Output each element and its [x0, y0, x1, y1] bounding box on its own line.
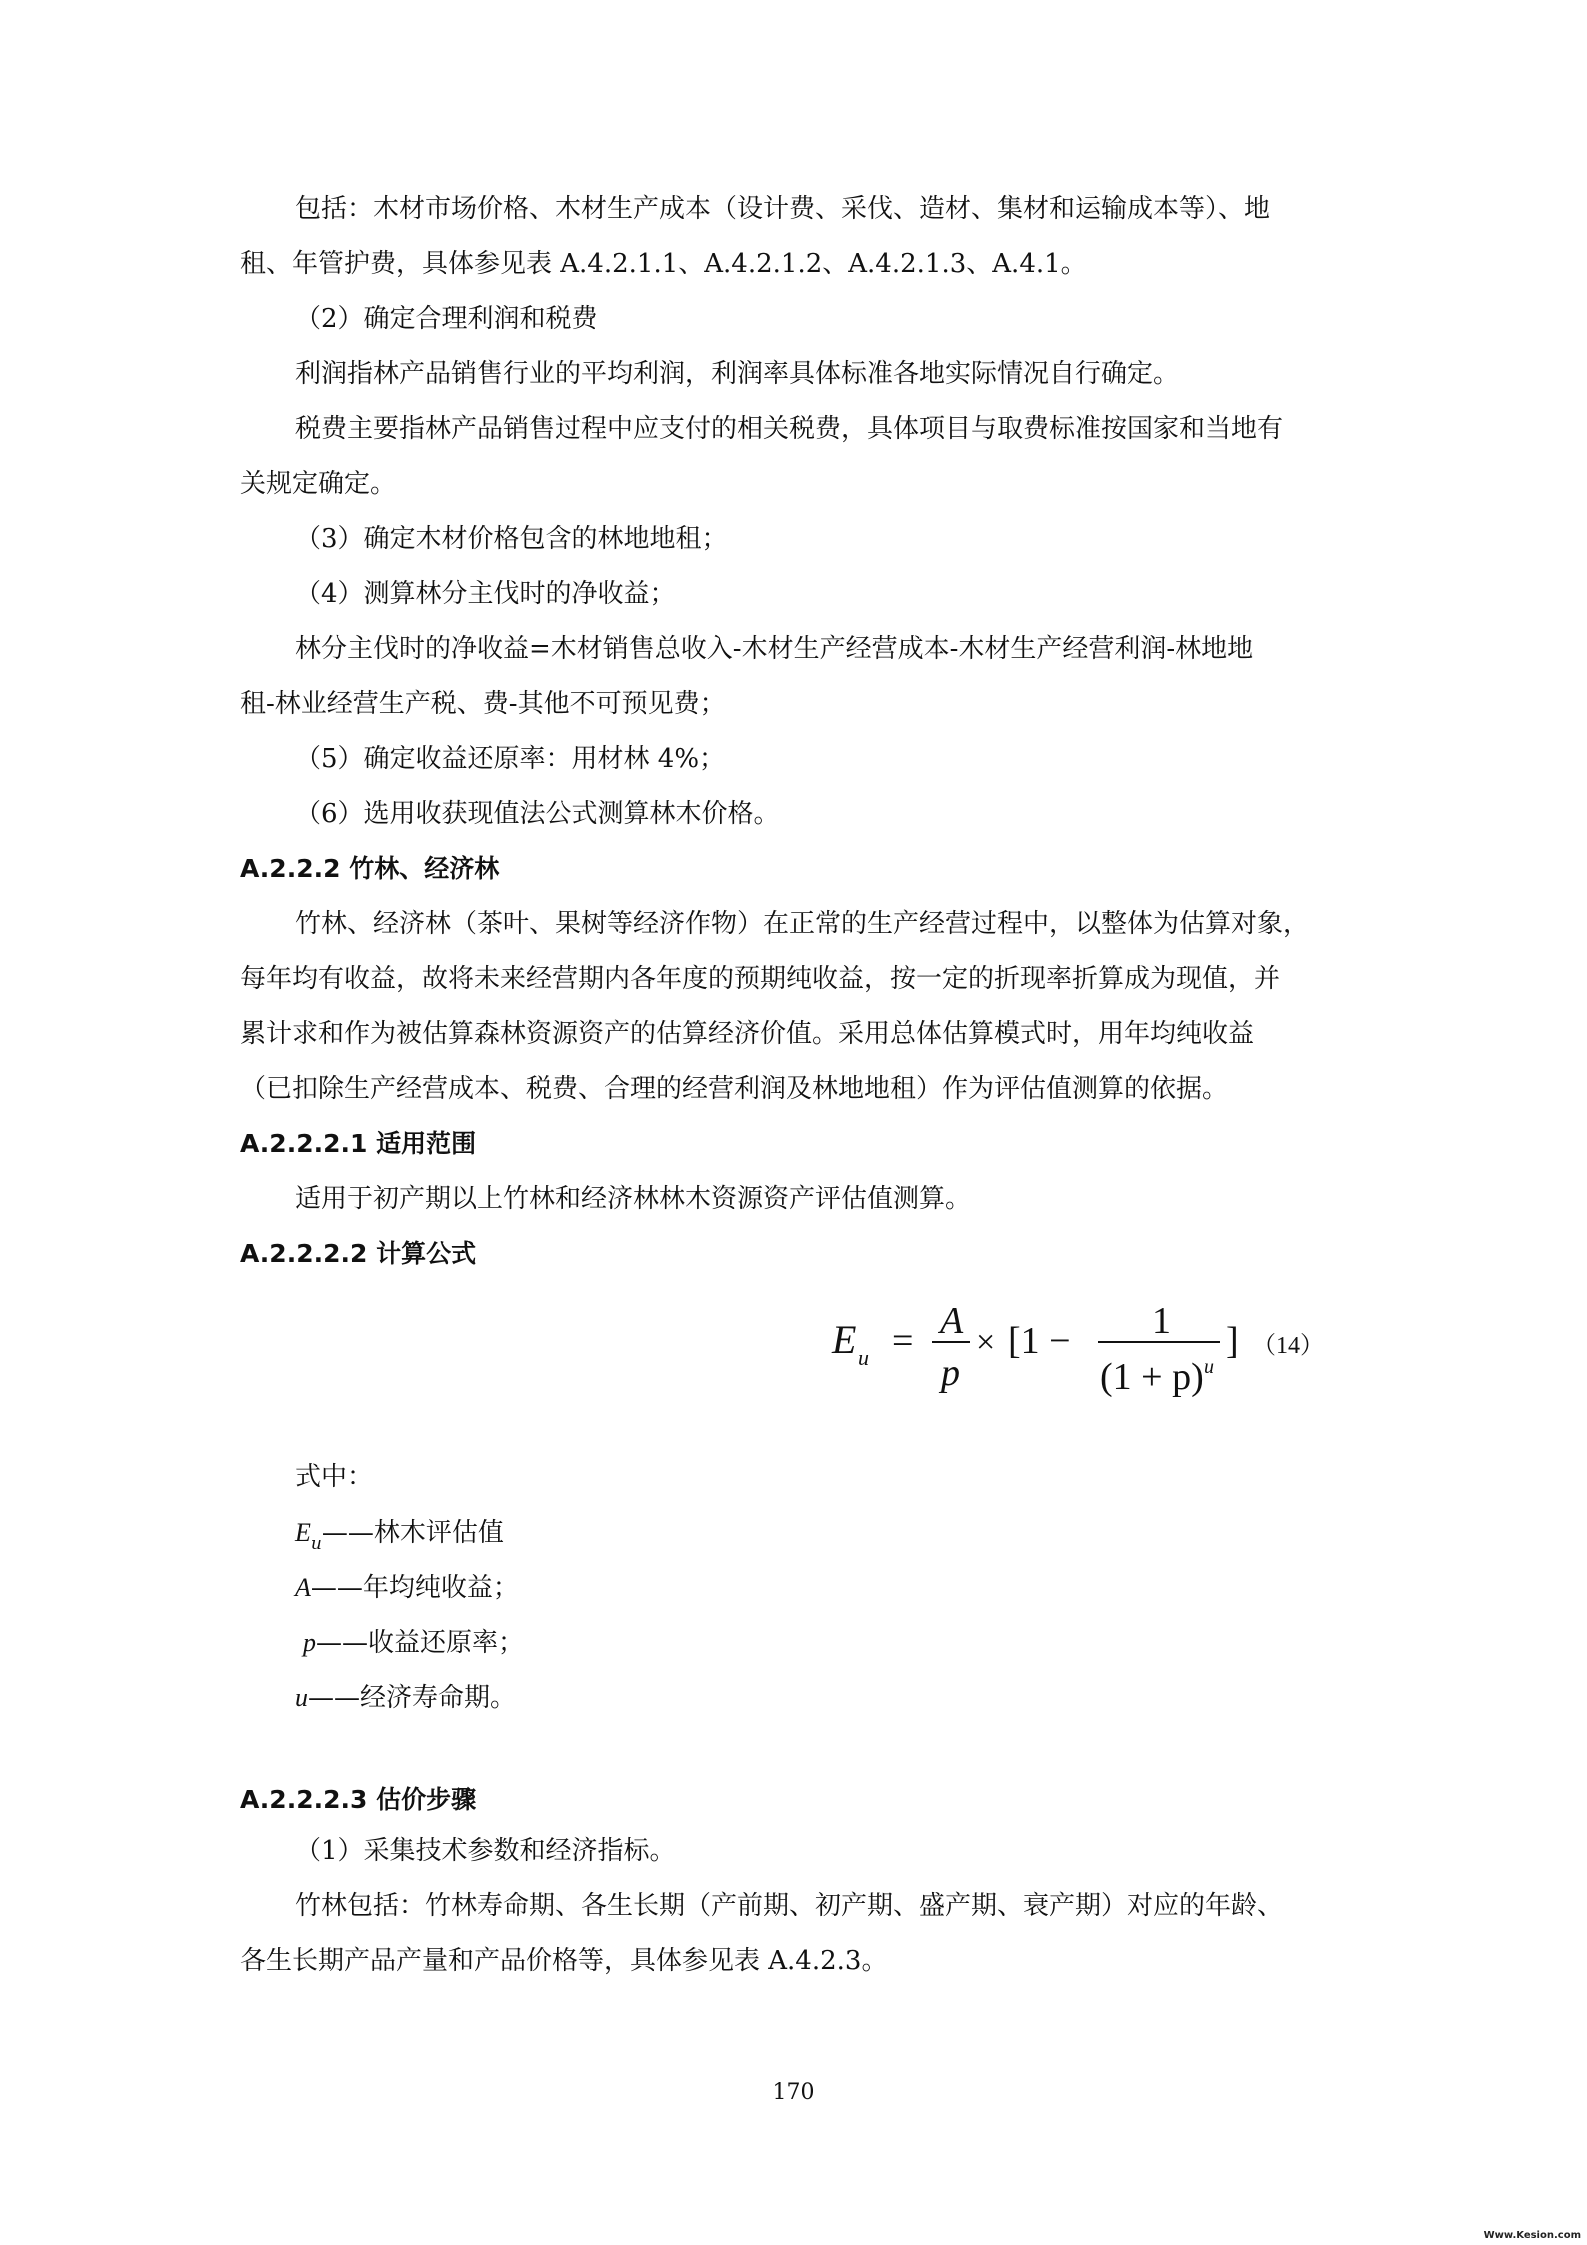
variable-a-symbol: A [295, 1573, 311, 1602]
paragraph-line: （2）确定合理利润和税费 [295, 304, 598, 334]
paragraph-line: 税费主要指林产品销售过程中应支付的相关税费，具体项目与取费标准按国家和当地有 [295, 414, 1284, 444]
formula-bracket-open: [1 − [1008, 1320, 1071, 1362]
formula-times: × [976, 1324, 996, 1361]
paragraph-line: （1）采集技术参数和经济指标。 [295, 1836, 676, 1866]
paragraph-line: 竹林包括：竹林寿命期、各生长期（产前期、初产期、盛产期、衰产期）对应的年龄、 [295, 1891, 1284, 1921]
formula-equals: = [892, 1320, 914, 1362]
section-heading: A.2.2.2 竹林、经济林 [240, 854, 500, 883]
variable-p [303, 1626, 524, 1660]
formula-numerator: A [940, 1300, 964, 1342]
paragraph-line: （4）测算林分主伐时的净收益； [295, 579, 676, 609]
paragraph-line: 每年均有收益，故将未来经营期内各年度的预期纯收益，按一定的折现率折算成为现值，并 [240, 964, 1281, 994]
formula-number: （14） [1252, 1333, 1324, 1359]
paragraph-line: （3）确定木材价格包含的林地地租； [295, 524, 728, 554]
paragraph-line: 适用于初产期以上竹林和经济林林木资源资产评估值测算。 [295, 1184, 972, 1214]
paragraph-line: 租-林业经营生产税、费-其他不可预见费； [240, 689, 726, 719]
variable-u-description: ——经济寿命期。 [308, 1683, 517, 1713]
variable-eu [295, 1516, 504, 1561]
variable-p-description: ——收益还原率； [316, 1628, 525, 1658]
variable-eu-subscript: u [310, 1534, 322, 1554]
variable-eu-description: ——林木评估值 [321, 1518, 504, 1548]
paragraph-line: 累计求和作为被估算森林资源资产的估算经济价值。采用总体估算模式时，用年均纯收益 [240, 1019, 1255, 1049]
formula-lhs: E [832, 1317, 857, 1362]
where-label: 式中： [295, 1462, 374, 1492]
formula-14 [820, 1285, 1380, 1415]
formula-frac2-exponent: u [1204, 1356, 1214, 1378]
section-heading: A.2.2.2.2 计算公式 [240, 1239, 477, 1268]
paragraph-line: （6）选用收获现值法公式测算林木价格。 [295, 799, 780, 829]
variable-u-symbol: u [295, 1683, 308, 1712]
variable-eu-symbol: E [295, 1518, 311, 1547]
formula-denominator: p [941, 1352, 960, 1394]
paragraph-line: 租、年管护费，具体参见表 A.4.2.1.1、A.4.2.1.2、A.4.2.1.3、A.4.1。 [240, 249, 1087, 279]
paragraph-line: （已扣除生产经营成本、税费、合理的经营利润及林地地租）作为评估值测算的依据。 [240, 1074, 1229, 1104]
formula-bracket-close: ] [1226, 1320, 1239, 1362]
formula-lhs-sub: u [858, 1345, 869, 1370]
paragraph-line: 包括：木材市场价格、木材生产成本（设计费、采伐、造材、集材和运输成本等）、地 [295, 194, 1271, 224]
paragraph-line: 各生长期产品产量和产品价格等，具体参见表 A.4.2.3。 [240, 1946, 888, 1976]
formula-frac2-numerator: 1 [1152, 1300, 1171, 1342]
paragraph-line: 关规定确定。 [240, 469, 397, 499]
variable-a [295, 1571, 519, 1605]
variable-p-symbol: p [303, 1628, 316, 1657]
paragraph-line: （5）确定收益还原率：用材林 4%； [295, 744, 726, 774]
section-heading: A.2.2.2.3 估价步骤 [240, 1785, 477, 1814]
variable-a-description: ——年均纯收益； [310, 1573, 519, 1603]
section-heading: A.2.2.2.1 适用范围 [240, 1129, 477, 1158]
paragraph-line: 利润指林产品销售行业的平均利润，利润率具体标准各地实际情况自行确定。 [295, 359, 1180, 389]
variable-u [295, 1681, 516, 1715]
paragraph-line: 林分主伐时的净收益=木材销售总收入-木材生产经营成本-木材生产经营利润-林地地 [295, 634, 1254, 664]
page-number: 170 [772, 2080, 815, 2105]
watermark: Www.Kesion.com [1483, 2230, 1581, 2241]
formula-frac2-denominator: (1 + p) [1100, 1356, 1204, 1398]
paragraph-line: 竹林、经济林（茶叶、果树等经济作物）在正常的生产经营过程中，以整体为估算对象， [295, 909, 1310, 939]
